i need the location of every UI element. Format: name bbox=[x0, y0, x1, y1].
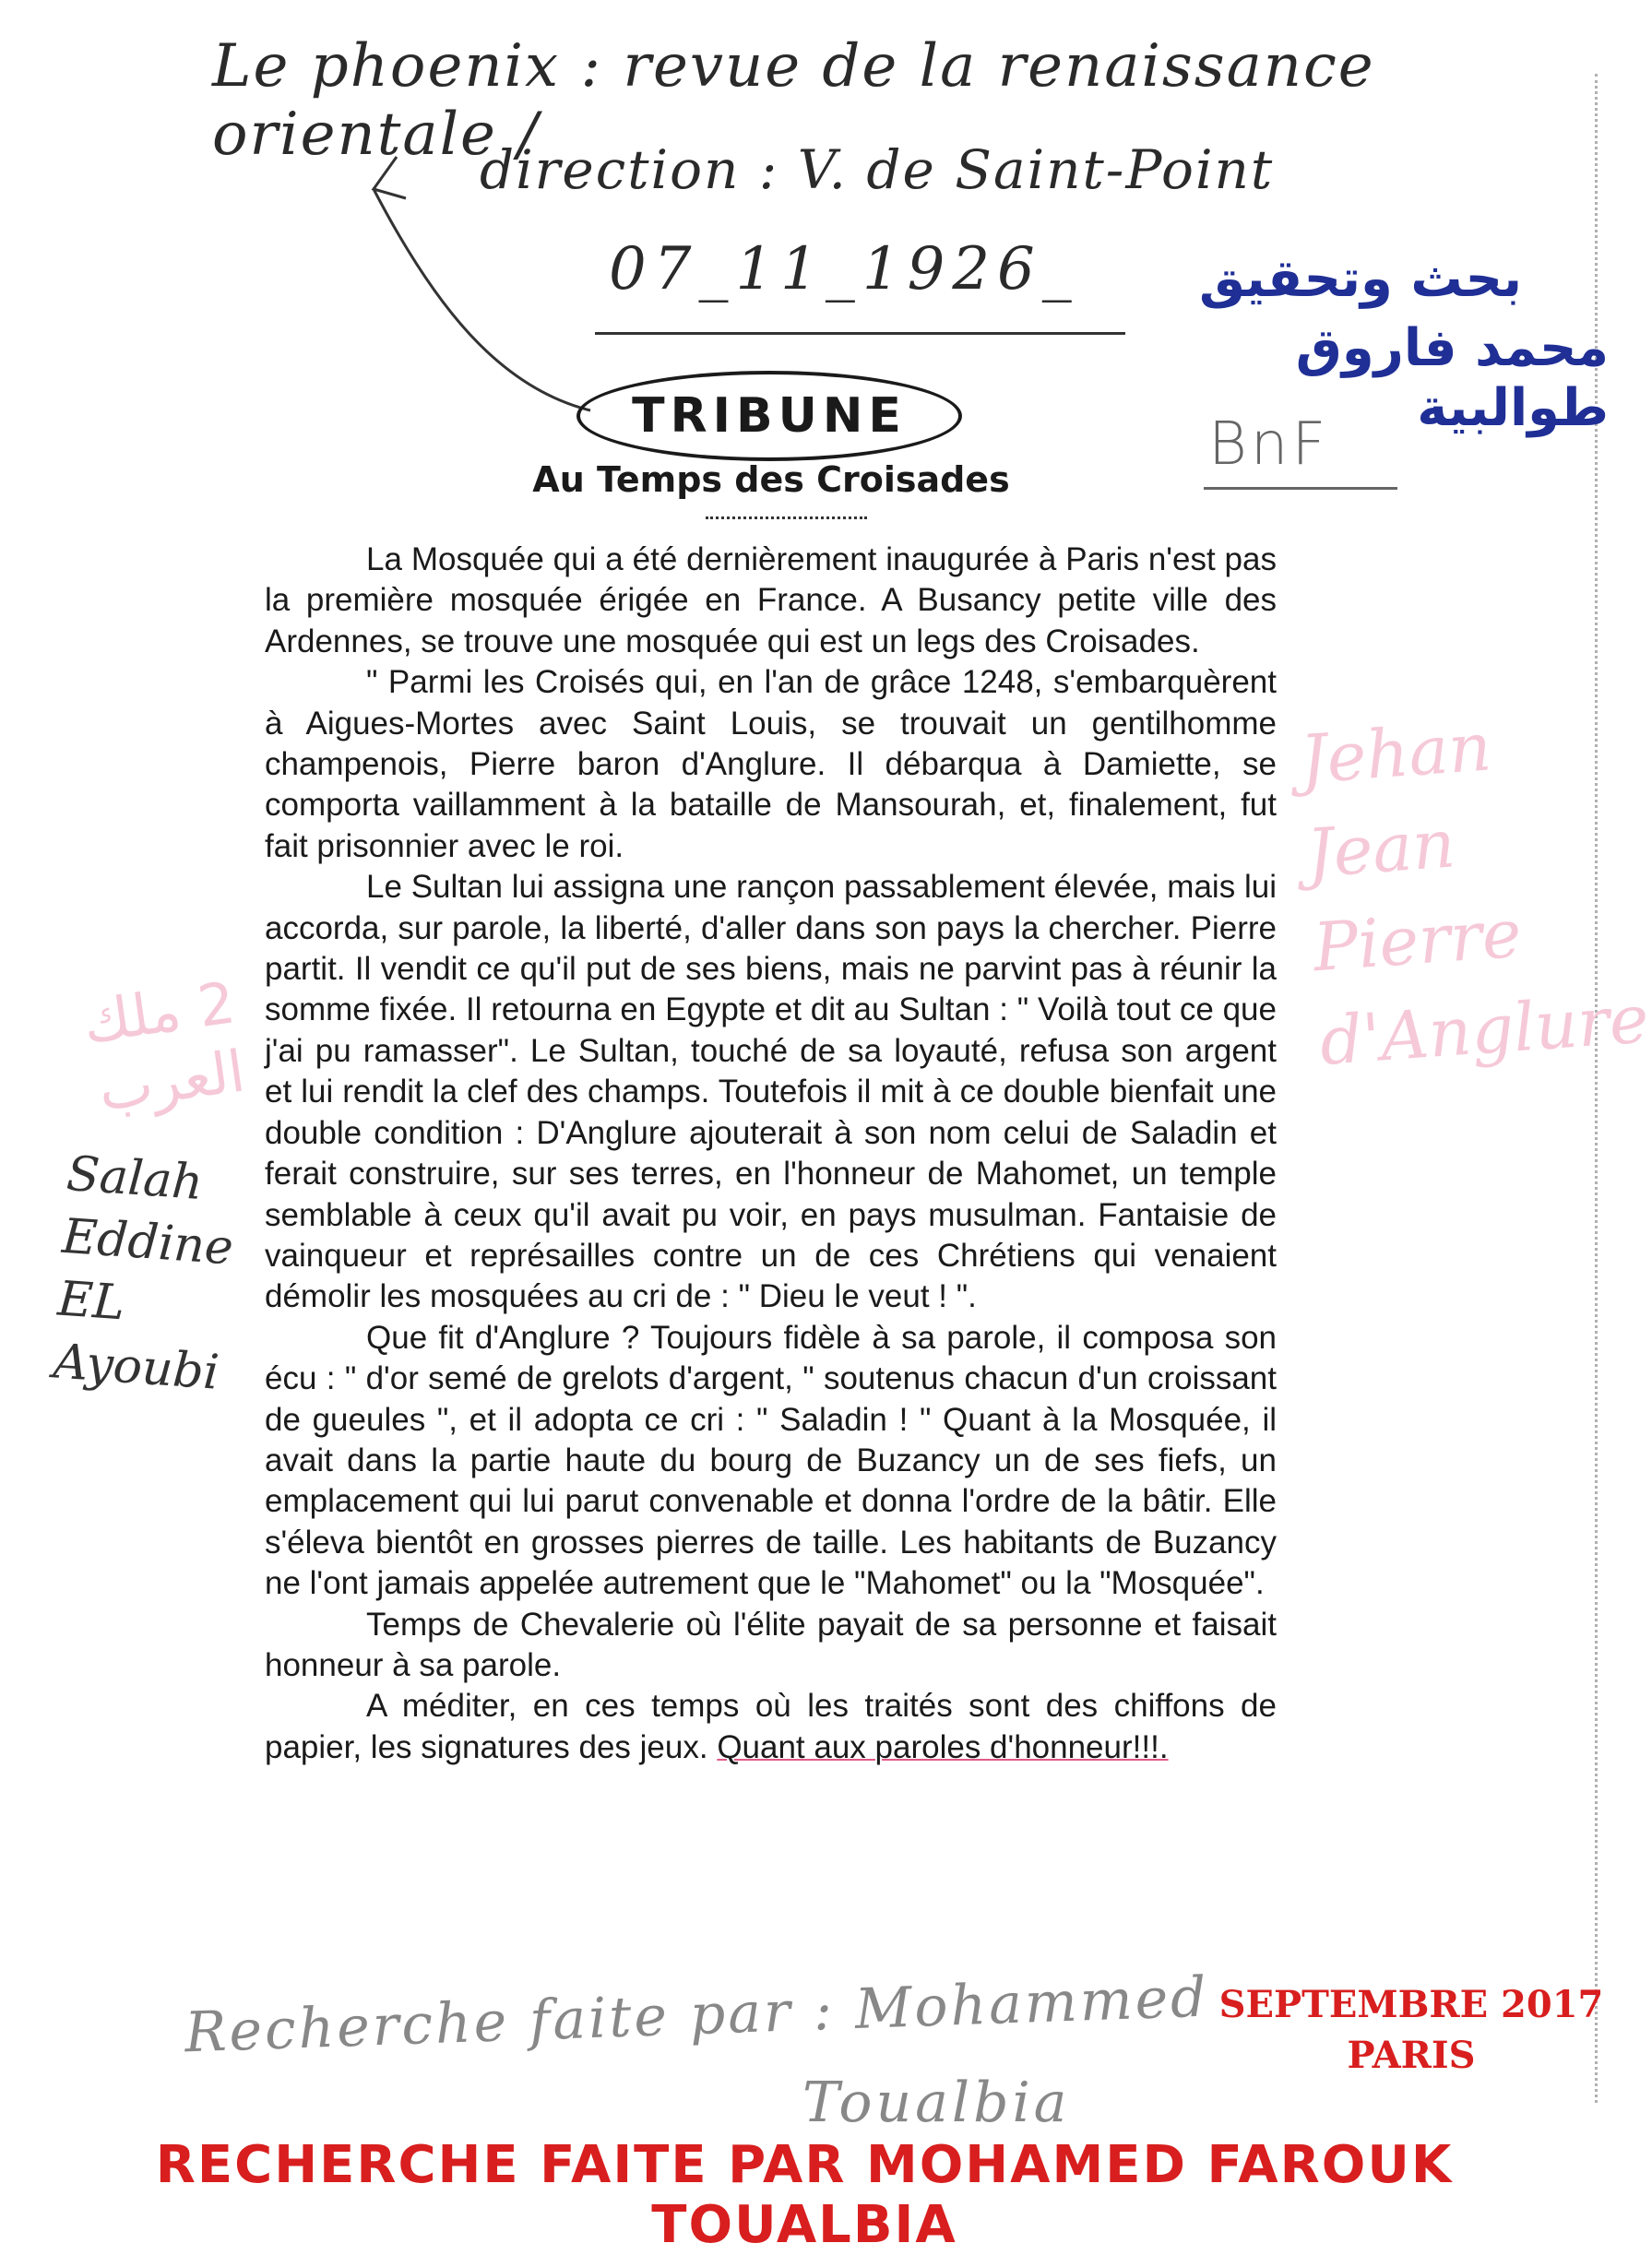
pink-note-line: Pierre bbox=[1311, 894, 1524, 987]
pink-note-line: Jehan bbox=[1297, 707, 1494, 799]
article-paragraph: Temps de Chevalerie où l'élite payait de sa personne et faisait honneur à sa parole. bbox=[265, 1606, 1277, 1683]
margin-note-line: EL bbox=[55, 1271, 127, 1332]
stamp-date: SEPTEMBRE 2017 bbox=[1218, 1983, 1604, 2026]
pink-annotation-left bbox=[78, 967, 248, 1126]
page-subtitle: Au Temps des Croisades bbox=[532, 459, 1010, 500]
margin-note-line: Eddine bbox=[60, 1208, 235, 1276]
margin-note-line: Salah bbox=[65, 1145, 205, 1212]
handwritten-date: 07_11_1926_ bbox=[609, 235, 1079, 303]
article-closing-text: A méditer, en ces temps où les traités sont des chiffons de papier, les signatures des jeux. bbox=[265, 1688, 1277, 1765]
margin-note bbox=[52, 1143, 240, 1405]
footer-credit: RECHERCHE FAITE PAR MOHAMED FAROUK TOUALBIA bbox=[155, 2135, 1454, 2255]
handwritten-underline bbox=[595, 332, 1125, 335]
arabic-author-name: محمد فاروق طوالبية bbox=[1295, 318, 1609, 438]
handwritten-source-title: Le phoenix : revue de la renaissance orientale / bbox=[212, 32, 1375, 169]
subtitle-rule bbox=[706, 516, 867, 523]
pink-annotation-right bbox=[1297, 690, 1651, 1088]
pink-note-line: d'Anglure bbox=[1317, 979, 1651, 1080]
article-paragraph: " Parmi les Croisés qui, en l'an de grâce 1248, s'embarquèrent à Aigues-Mortes avec Saint Louis, se trouvait un gentilhomme champenois, Pierre baron d'Anglure. Il débarqua à Damiette, se comporta vaillamment à la bataille de Mansourah, et, finalement, fut fait prisonnier avec le roi. bbox=[265, 664, 1277, 864]
handwritten-researcher: Recherche faite par : Mohammed bbox=[184, 1964, 1210, 2066]
pink-note-line: Jean bbox=[1303, 804, 1458, 893]
article-paragraph-last bbox=[265, 1686, 1277, 1768]
arabic-research-label: بحث وتحقيق bbox=[1199, 249, 1522, 309]
handwritten-bnf: BnF bbox=[1208, 410, 1330, 479]
title-oval bbox=[576, 371, 962, 461]
article-paragraph: Que fit d'Anglure ? Toujours fidèle à sa parole, il composa son écu : " d'or semé de grelots d'argent, " soutenus chacun d'un croissant de gueules ", et il adopta ce cri : " Saladin ! " Quant à la Mosquée, il avait dans la partie haute du bourg de Buzancy un de ses fiefs, un emplacement qui lui parut convenable et donna l'ordre de la bâtir. Elle s'éleva bientôt en grosses pierres de taille. Les habitants de Buzancy ne l'ont jamais appelée autrement que le "Mahomet" ou la "Mosquée". bbox=[265, 1319, 1277, 1602]
pink-note-line: العرب bbox=[94, 1037, 249, 1124]
margin-note-line: Ayoubi bbox=[52, 1334, 221, 1401]
page-title: TRIBUNE bbox=[632, 388, 907, 444]
stamp-city: PARIS bbox=[1347, 2034, 1476, 2077]
handwritten-researcher-surname: Toualbia bbox=[802, 2071, 1071, 2135]
article-paragraph: La Mosquée qui a été dernièrement inaugurée à Paris n'est pas la première mosquée érigée en France. A Busancy petite ville des Ardennes, se trouve une mosquée qui est un legs des Croisades. bbox=[265, 541, 1277, 659]
article-closing-underlined: Quant aux paroles d'honneur!!!. bbox=[717, 1728, 1169, 1765]
article-body bbox=[265, 540, 1277, 1768]
article-paragraph: Le Sultan lui assigna une rançon passablement élevée, mais lui accorda, sur parole, la liberté, d'aller dans son pays la chercher. Pierre partit. Il vendit ce qu'il put de ses biens, mais ne parvint pas à réunir la somme fixée. Il retourna en Egypte et dit au Sultan : " Voilà tout ce que j'ai pu ramasser". Le Sultan, touché de sa loyauté, refusa son argent et lui rendit la clef des champs. Toutefois il mit à ce double bienfait une double condition : D'Anglure ajouterait à son nom celui de Saladin et ferait construire, sur ses terres, en l'honneur de Mahomet, un temple semblable à ceux qu'il avait pu voir, en pays musulman. Fantaisie de vainqueur et représailles contre un de ces Chrétiens qui venaient démolir les mosquées au cri de : " Dieu le veut ! ". bbox=[265, 869, 1277, 1315]
pink-note-line: 2 ملك bbox=[78, 968, 240, 1057]
handwritten-direction: direction : V. de Saint-Point bbox=[480, 138, 1275, 201]
